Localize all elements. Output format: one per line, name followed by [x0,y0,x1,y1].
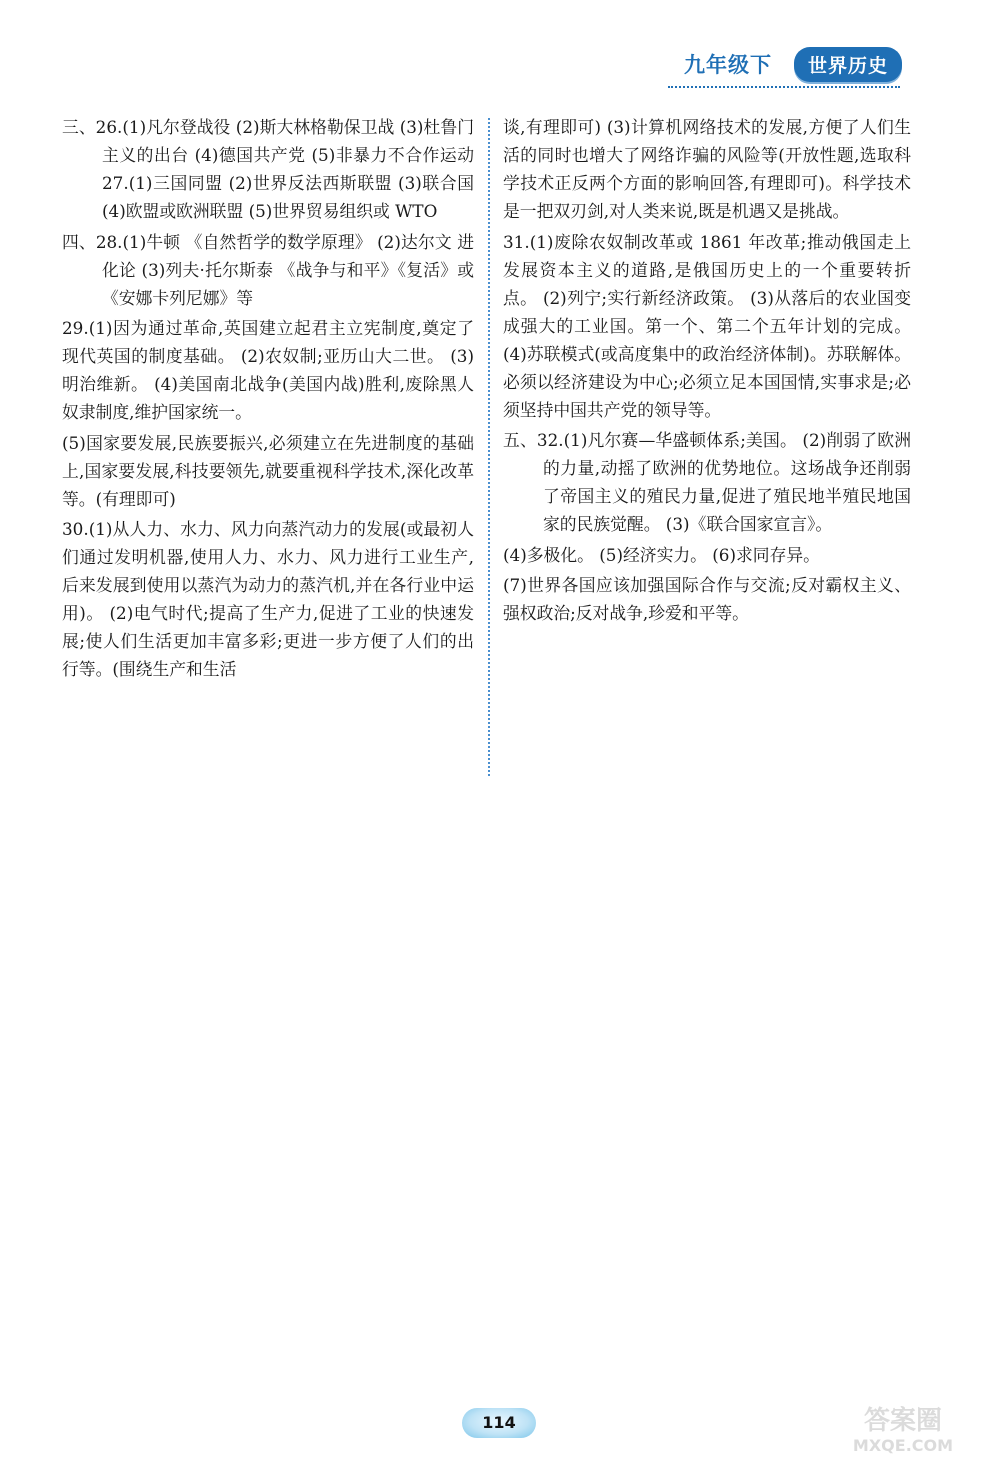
answer-section-4: 四、28.(1)牛顿 《自然哲学的数学原理》 (2)达尔文 进化论 (3)列夫·托尔斯泰 《战争与和平》《复活》或《安娜卡列尼娜》等 [62,231,474,308]
answer-30: 30.(1)从人力、水力、风力向蒸汽动力的发展(或最初人们通过发明机器,使用人力、水力、风力进行工业生产,后来发展到使用以蒸汽为动力的蒸汽机,并在各行业中运用)。 (2)电气时代;提高了生产力,促进了工业的快速发展;使人们生活更加丰富多彩;更进一步方便了人们的出行等。(围绕生产和生活 [62,519,474,679]
svg-text:MXQE.COM: MXQE.COM [852,1436,954,1455]
page-header [684,44,902,84]
answer-29: 29.(1)因为通过革命,英国建立起君主立宪制度,奠定了现代英国的制度基础。 (2)农奴制;亚历山大二世。 (3)明治维新。 (4)美国南北战争(美国内战)胜利,废除黑人奴隶制度,维护国家统一。 [62,318,474,422]
left-column [62,113,474,686]
grade-label: 九年级下 [683,53,772,77]
subject-badge: 世界历史 [794,47,902,82]
header-rule [668,86,900,88]
answer-section-5: 五、32.(1)凡尔赛—华盛顿体系;美国。 (2)削弱了欧洲的力量,动摇了欧洲的优势地位。这场战争还削弱了帝国主义的殖民力量,促进了殖民地半殖民地国家的民族觉醒。 (3)《联合国家宣言》。 [503,430,911,534]
answer-32-4-6: (4)多极化。 (5)经济实力。 (6)求同存异。 [503,544,820,565]
svg-text:答案圈: 答案圈 [863,1406,943,1436]
column-divider [488,118,490,776]
answer-section-3: 三、26.(1)凡尔登战役 (2)斯大林格勒保卫战 (3)杜鲁门主义的出台 (4)德国共产党 (5)非暴力不合作运动 27.(1)三国同盟 (2)世界反法西斯联盟 (3)联合国 (4)欧盟或欧洲联盟 (5)世界贸易组织或 WTO [62,117,474,221]
answer-31: 31.(1)废除农奴制改革或 1861 年改革;推动俄国走上发展资本主义的道路,是俄国历史上的一个重要转折点。 (2)列宁;实行新经济政策。 (3)从落后的农业国变成强大的工业国。第一个、第二个五年计划的完成。 (4)苏联模式(或高度集中的政治经济体制)。苏联解体。必须以经济建设为中心;必须立足本国国情,实事求是;必须坚持中国共产党的领导等。 [503,231,911,420]
answer-29-5: (5)国家要发展,民族要振兴,必须建立在先进制度的基础上,国家要发展,科技要领先,就要重视科学技术,深化改革等。(有理即可) [62,432,474,509]
page-number: 114 [462,1408,536,1438]
answer-30-cont: 谈,有理即可) (3)计算机网络技术的发展,方便了人们生活的同时也增大了网络诈骗的风险等(开放性题,选取科学技术正反两个方面的影响回答,有理即可)。科学技术是一把双刃剑,对人类来说,既是机遇又是挑战。 [503,117,911,221]
watermark-logo [828,1399,978,1455]
answer-32-7: (7)世界各国应该加强国际合作与交流;反对霸权主义、强权政治;反对战争,珍爱和平等。 [503,575,911,623]
right-column [503,113,911,630]
